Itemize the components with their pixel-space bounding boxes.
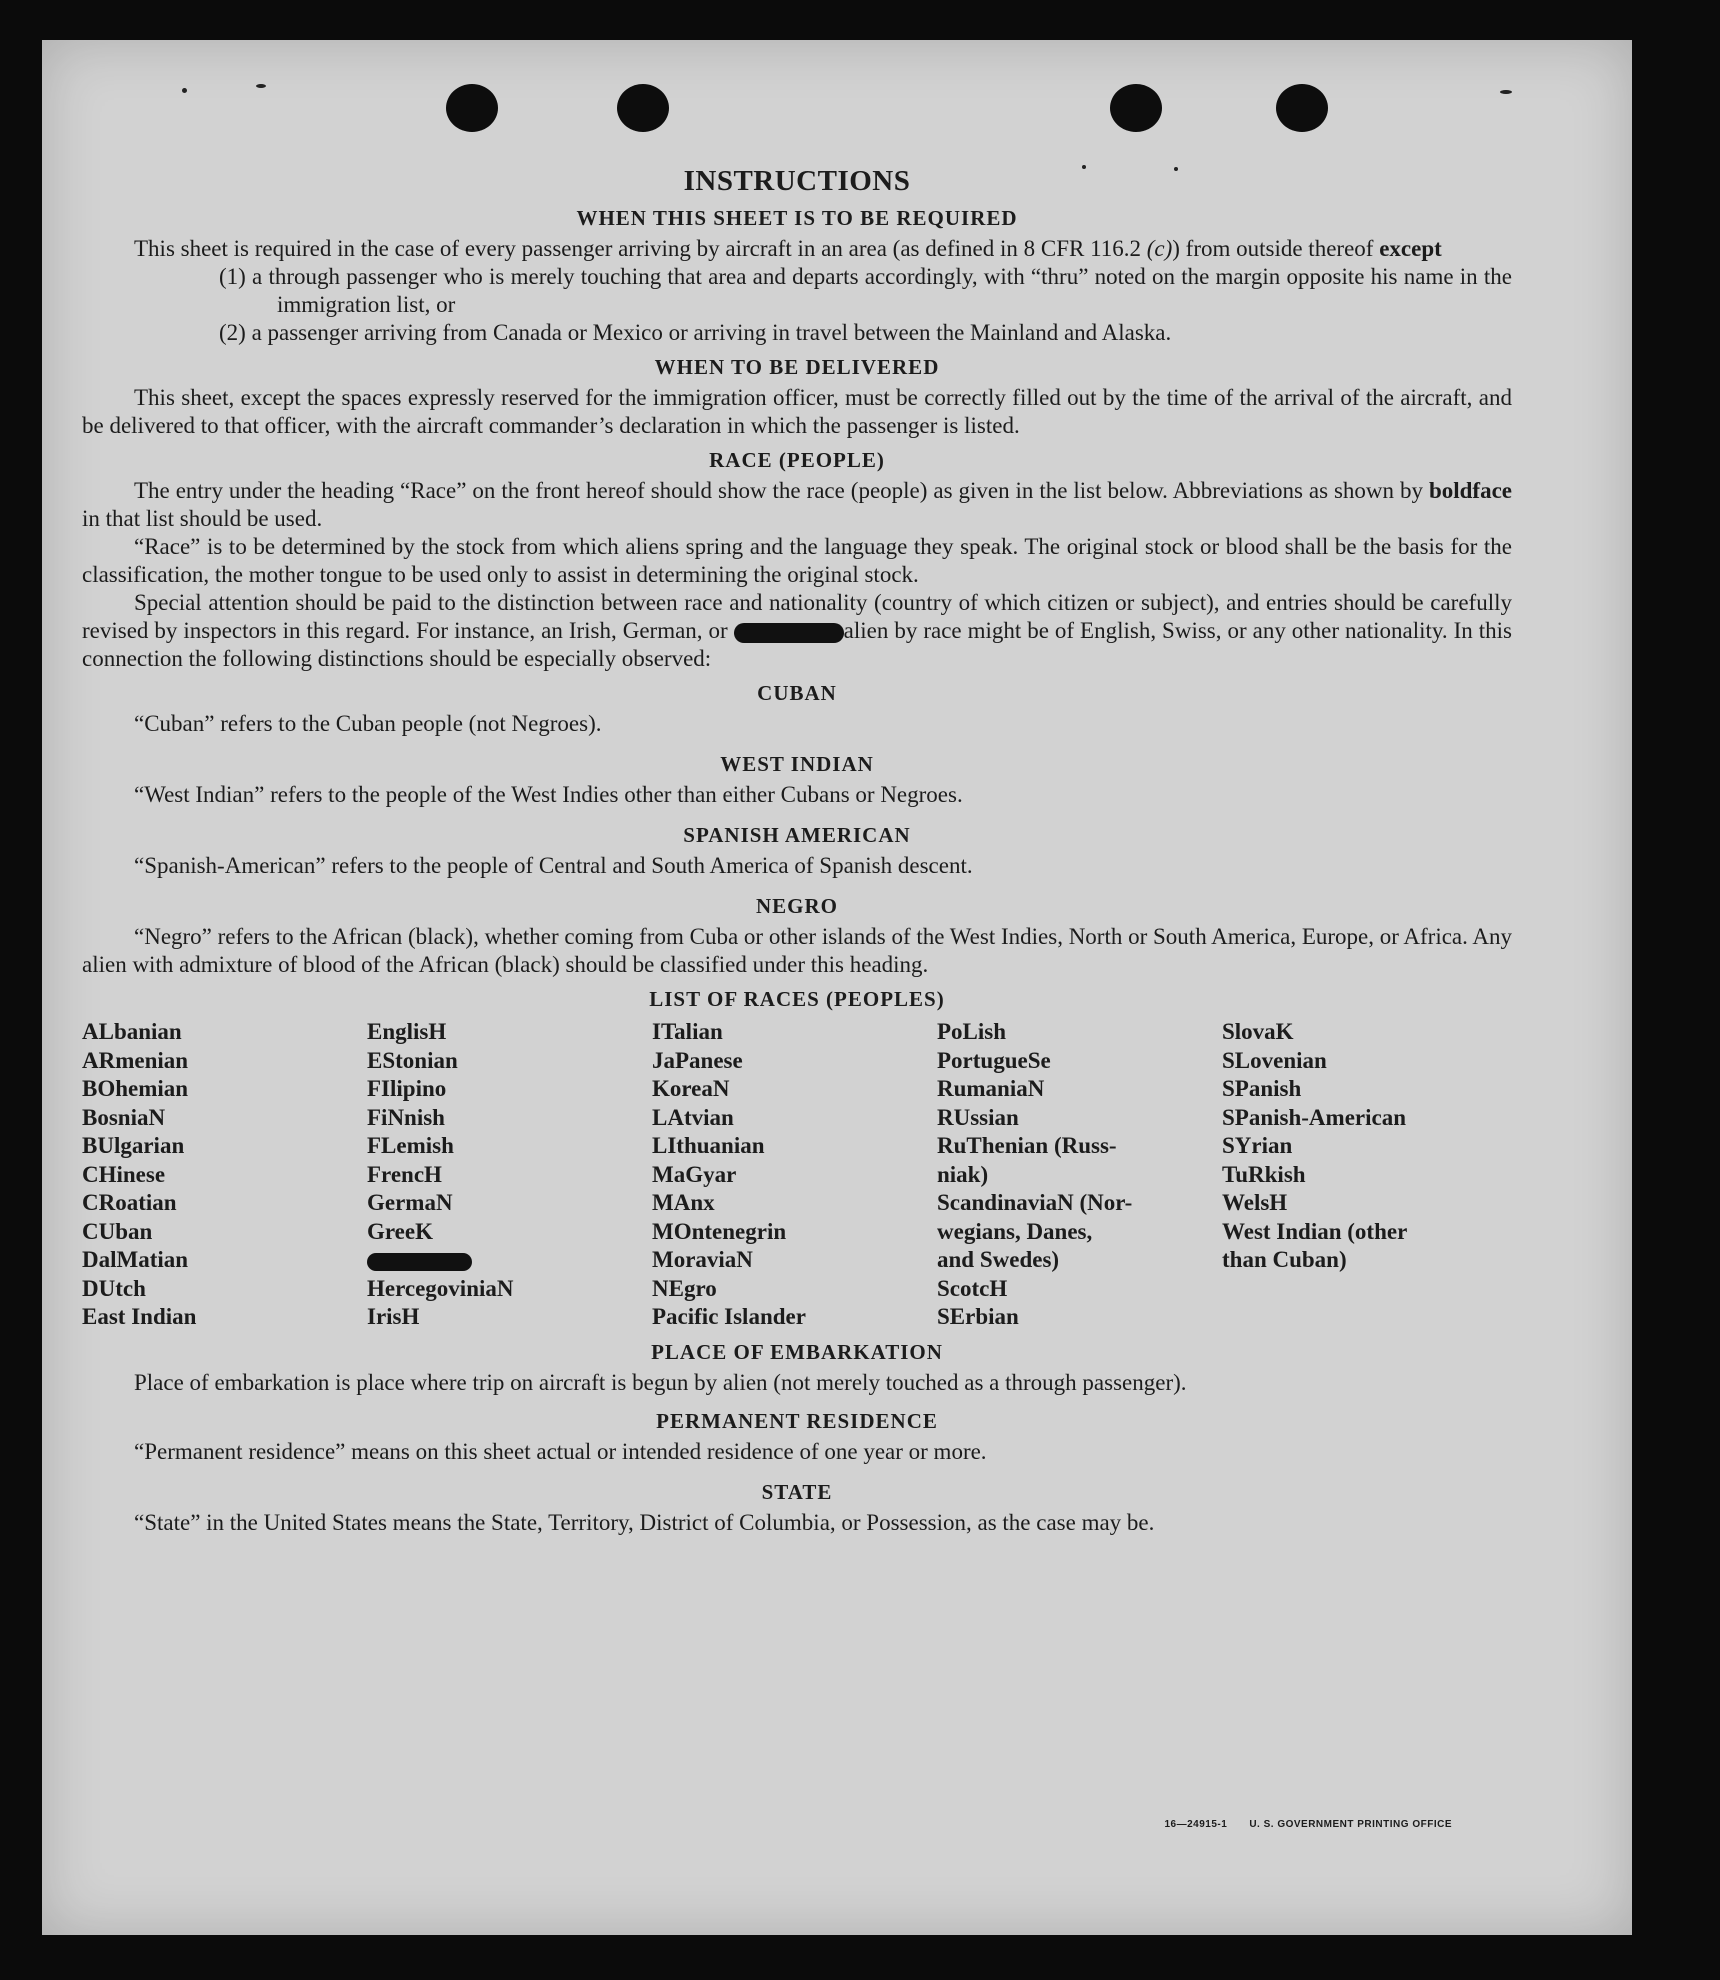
required-paragraph <box>82 235 1512 263</box>
cuban-paragraph: “Cuban” refers to the Cuban people (not Negroes). <box>134 711 602 736</box>
race-item: KoreaN <box>652 1076 730 1101</box>
race-p3a: Special attention should be paid to the distinction between race and nationality (country of which citizen or subject), and entries should be carefully revised by inspectors in this regard. For instance, an Irish, German, or <box>82 590 1512 643</box>
state-paragraph: “State” in the United States means the State, Territory, District of Columbia, or Possession, as the case may be. <box>134 1509 1155 1535</box>
punch-hole <box>617 84 669 132</box>
race-item: EStonian <box>367 1047 458 1073</box>
race-item: MAnx <box>652 1190 715 1215</box>
section-heading-embarkation: PLACE OF EMBARKATION <box>651 1339 943 1364</box>
race-item: CRoatian <box>82 1190 177 1215</box>
punch-hole <box>1110 84 1162 132</box>
required-text-b: ) from outside thereof <box>1172 236 1380 261</box>
speck <box>182 88 187 93</box>
embarkation-paragraph: Place of embarkation is place where trip on aircraft is begun by alien (not merely touched as a through passenger). <box>134 1369 1187 1395</box>
race-column-2 <box>367 1018 652 1332</box>
race-item: DUtch <box>82 1275 146 1301</box>
speck <box>1500 90 1512 94</box>
redaction-mark <box>734 623 844 643</box>
race-item: BOhemian <box>82 1076 189 1101</box>
printer-name: U. S. GOVERNMENT PRINTING OFFICE <box>1249 1819 1452 1830</box>
race-item-redacted <box>367 1246 652 1275</box>
race-item: IrisH <box>367 1304 420 1329</box>
required-item-1: (1) a through passenger who is merely touching that area and departs accordingly, with “thru” noted on the margin opposite his name in the immigration list, or <box>219 264 1512 317</box>
punch-hole <box>1276 84 1328 132</box>
race-p1a: The entry under the heading “Race” on the front hereof should show the race (people) as given in the list below. Abbreviations as shown by <box>134 478 1429 503</box>
race-item: ALbanian <box>82 1019 182 1044</box>
required-except: except <box>1379 236 1442 261</box>
delivered-paragraph: This sheet, except the spaces expressly reserved for the immigration officer, must be correctly filled out by the time of the arrival of the aircraft, and be delivered to that officer, with the aircraft commander’s declaration in which the passenger is listed. <box>82 385 1512 438</box>
race-p3b: alien by race might be of English, Swiss, or any other nationality. In this connection the following distinctions should be especially observed: <box>82 618 1512 671</box>
race-item: SPanish <box>1222 1076 1302 1101</box>
race-column-1 <box>82 1018 367 1332</box>
page-title: INSTRUCTIONS <box>683 165 911 197</box>
race-item: RumaniaN <box>937 1076 1045 1101</box>
section-heading-required: WHEN THIS SHEET IS TO BE REQUIRED <box>576 206 1018 230</box>
race-item: LAtvian <box>652 1104 734 1130</box>
race-item: HercegoviniaN <box>367 1275 514 1301</box>
race-item: WelsH <box>1222 1190 1288 1215</box>
race-item: MaGyar <box>652 1161 737 1187</box>
section-heading-negro: NEGRO <box>755 894 838 918</box>
race-item: JaPanese <box>652 1047 743 1073</box>
race-item: ScotcH <box>937 1275 1008 1301</box>
race-item: SlovaK <box>1222 1019 1294 1044</box>
race-item: PortugueSe <box>937 1047 1051 1073</box>
race-item: RUssian <box>937 1104 1019 1130</box>
race-item: SLovenian <box>1222 1047 1327 1073</box>
race-item: Pacific Islander <box>652 1304 806 1329</box>
race-p1b: in that list should be used. <box>82 506 323 531</box>
race-item: GreeK <box>367 1218 433 1244</box>
race-item: FiNnish <box>367 1104 445 1130</box>
redaction-mark <box>367 1253 472 1271</box>
section-heading-list: LIST OF RACES (PEOPLES) <box>649 987 945 1011</box>
residence-paragraph: “Permanent residence” means on this sheet actual or intended residence of one year or more. <box>134 1438 987 1464</box>
race-item: SErbian <box>937 1304 1019 1329</box>
section-heading-west-indian: WEST INDIAN <box>720 752 874 776</box>
race-item: RuThenian (Russ- niak) <box>937 1133 1117 1187</box>
required-text-a: This sheet is required in the case of every passenger arriving by aircraft in an area (as defined in 8 CFR 116.2 <box>134 236 1147 261</box>
race-item: BUlgarian <box>82 1133 185 1158</box>
race-paragraph-3 <box>82 589 1512 673</box>
race-item: TuRkish <box>1222 1161 1306 1187</box>
section-heading-residence: PERMANENT RESIDENCE <box>656 1408 938 1433</box>
race-item: FrencH <box>367 1161 442 1187</box>
section-heading-spanish-american: SPANISH AMERICAN <box>683 823 911 847</box>
required-item-2: (2) a passenger arriving from Canada or Mexico or arriving in travel between the Mainland and Alaska. <box>219 320 1172 345</box>
race-item: CHinese <box>82 1161 166 1187</box>
race-item: ScandinaviaN (Nor- wegians, Danes, and Swedes) <box>937 1190 1133 1272</box>
race-item: GermaN <box>367 1190 453 1215</box>
race-item: FLemish <box>367 1133 454 1158</box>
west-indian-paragraph: “West Indian” refers to the people of the West Indies other than either Cubans or Negroes. <box>134 782 963 807</box>
race-item: PoLish <box>937 1019 1007 1044</box>
printer-footer <box>1142 1819 1452 1830</box>
punch-hole <box>446 84 498 132</box>
race-paragraph-2: “Race” is to be determined by the stock from which aliens spring and the language they speak. The original stock or blood shall be the basis for the classification, the mother tongue to be used only to assist in determining the original stock. <box>82 534 1512 587</box>
document-page <box>42 40 1632 1935</box>
race-column-5 <box>1222 1018 1512 1332</box>
race-item: SYrian <box>1222 1133 1293 1158</box>
race-item: LIthuanian <box>652 1133 765 1158</box>
race-item: SPanish-American <box>1222 1104 1406 1130</box>
spanish-american-paragraph: “Spanish-American” refers to the people of Central and South America of Spanish descent. <box>134 853 973 878</box>
form-number: 16—24915-1 <box>1164 1819 1228 1830</box>
race-item: MOntenegrin <box>652 1218 787 1244</box>
race-item: ITalian <box>652 1019 723 1044</box>
race-item: FIlipino <box>367 1076 447 1101</box>
section-heading-delivered: WHEN TO BE DELIVERED <box>654 355 940 379</box>
race-item: DalMatian <box>82 1247 189 1272</box>
race-item: East Indian <box>82 1304 197 1329</box>
race-item: NEgro <box>652 1275 717 1301</box>
race-item: ARmenian <box>82 1047 189 1073</box>
race-item: BosniaN <box>82 1104 166 1130</box>
race-paragraph-1 <box>82 477 1512 533</box>
instructions-content <box>82 165 1512 1537</box>
race-list <box>82 1018 1512 1332</box>
race-p1-bold: boldface <box>1428 478 1512 503</box>
race-item: EnglisH <box>367 1019 447 1044</box>
race-column-4 <box>937 1018 1222 1332</box>
speck <box>256 84 266 88</box>
section-heading-state: STATE <box>761 1479 833 1504</box>
race-column-3 <box>652 1018 937 1332</box>
race-item: MoraviaN <box>652 1247 753 1272</box>
required-text-c: (c) <box>1146 236 1173 261</box>
negro-paragraph: “Negro” refers to the African (black), whether coming from Cuba or other islands of the West Indies, North or South America, Europe, or Africa. Any alien with admixture of blood of the African (black) should be classified under this heading. <box>82 924 1512 977</box>
section-heading-cuban: CUBAN <box>757 681 837 705</box>
race-item: West Indian (other than Cuban) <box>1222 1218 1408 1272</box>
race-item: CUban <box>82 1218 153 1244</box>
section-heading-race: RACE (PEOPLE) <box>709 448 885 472</box>
